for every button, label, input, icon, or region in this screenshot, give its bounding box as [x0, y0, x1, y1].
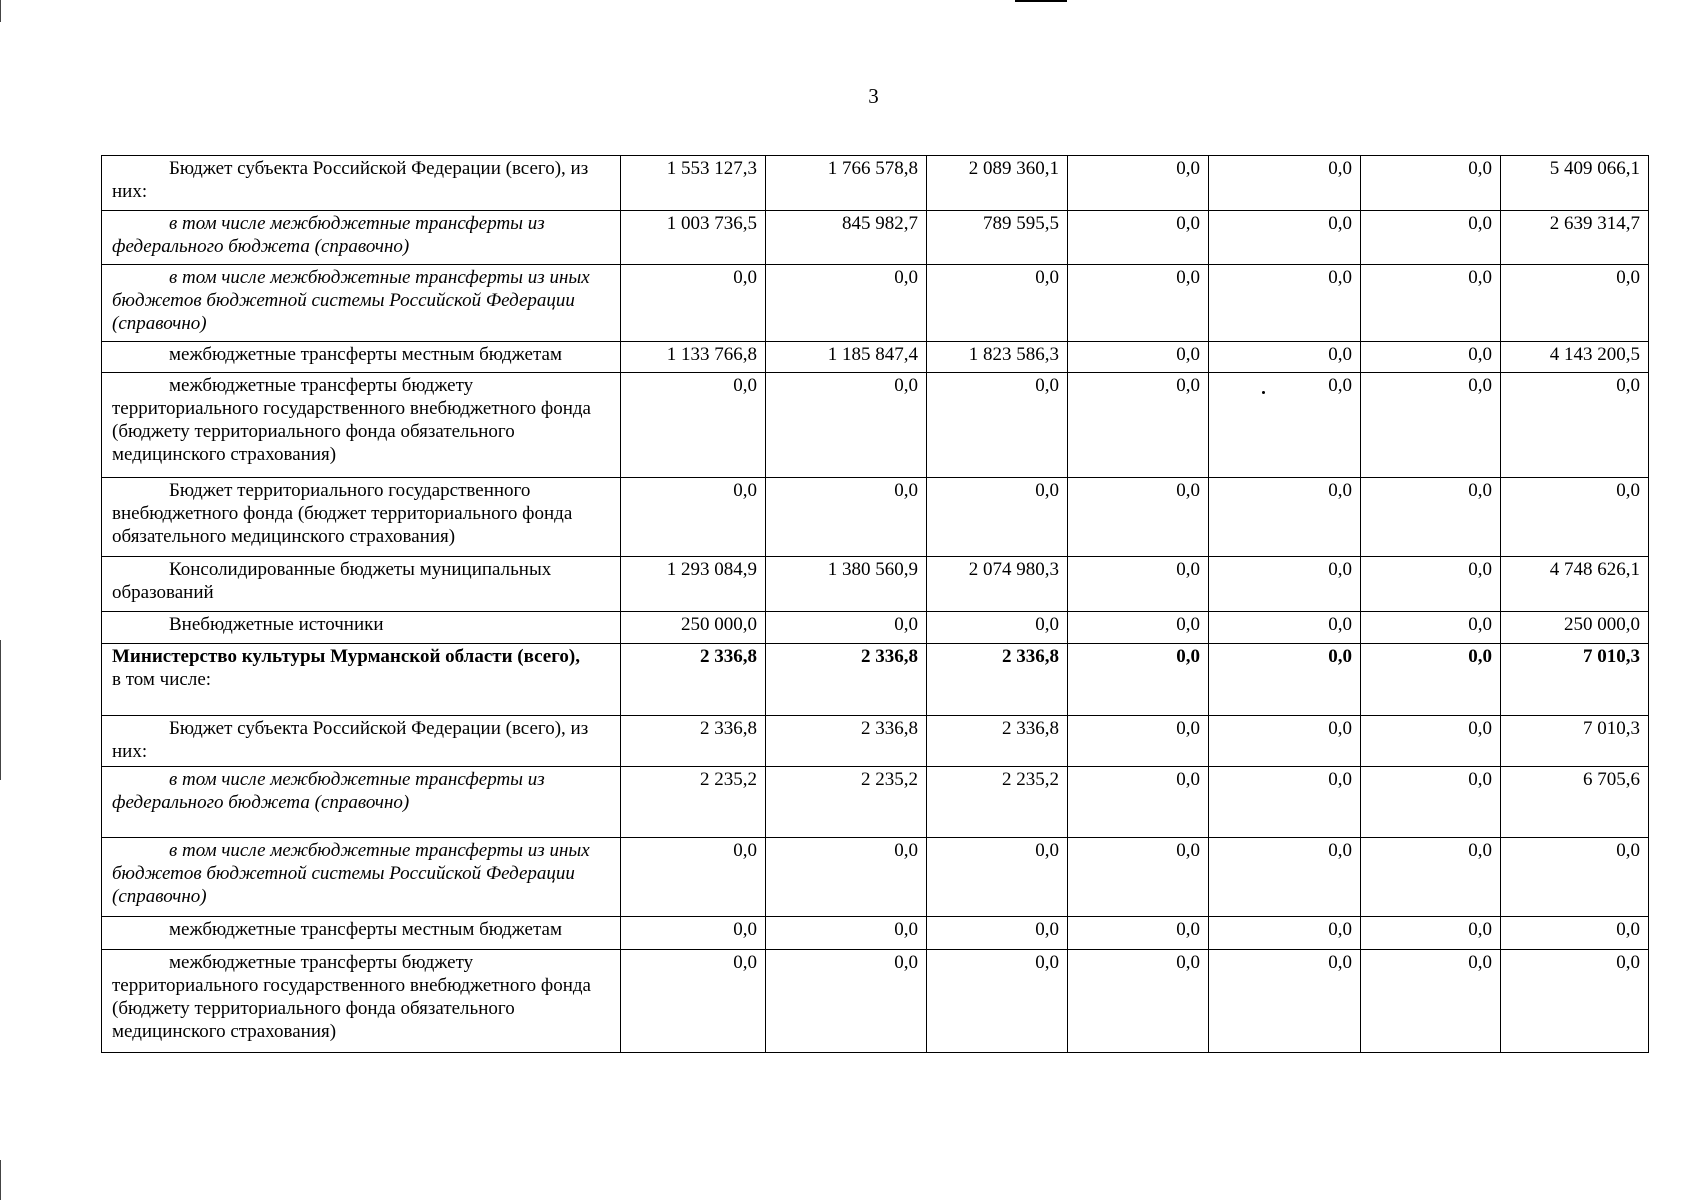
row-label-cell [102, 265, 621, 342]
value-cell: 0,0 [1361, 644, 1501, 716]
row-label: Бюджет субъекта Российской Федерации (всего), из них: [112, 718, 589, 762]
value-cell: 0,0 [927, 612, 1068, 644]
value-cell: 1 766 578,8 [766, 156, 927, 211]
value-cell: 7 010,3 [1501, 644, 1649, 716]
value-cell: 0,0 [1361, 612, 1501, 644]
value-cell: 0,0 [766, 265, 927, 342]
value-cell: 0,0 [766, 373, 927, 478]
value-cell: 0,0 [927, 917, 1068, 950]
row-label-cell [102, 767, 621, 838]
row-label: межбюджетные трансферты местным бюджетам [169, 919, 562, 940]
value-cell: 0,0 [1068, 838, 1209, 917]
row-label: в том числе межбюджетные трансферты из федерального бюджета (справочно) [112, 213, 545, 257]
table-row [102, 557, 1649, 612]
value-cell: 0,0 [766, 917, 927, 950]
scan-speck [1262, 391, 1265, 394]
scan-edge-mark [0, 1160, 1, 1200]
value-cell: 2 336,8 [927, 716, 1068, 767]
value-cell: 0,0 [1068, 156, 1209, 211]
scan-edge-mark [0, 0, 1, 22]
value-cell: 2 336,8 [621, 716, 766, 767]
row-label-cell [102, 716, 621, 767]
value-cell: 789 595,5 [927, 211, 1068, 265]
value-cell: 0,0 [1209, 838, 1361, 917]
row-label: межбюджетные трансферты бюджету территориального государственного внебюджетного фонда (бюджету территориального фонда обязательного медицинского страхования) [112, 375, 591, 465]
table-row [102, 265, 1649, 342]
value-cell: 0,0 [766, 478, 927, 557]
value-cell: 0,0 [1068, 950, 1209, 1053]
value-cell: 0,0 [621, 917, 766, 950]
value-cell: 0,0 [1068, 644, 1209, 716]
value-cell: 2 089 360,1 [927, 156, 1068, 211]
row-label-cell [102, 211, 621, 265]
row-label: межбюджетные трансферты местным бюджетам [169, 344, 562, 365]
value-cell: 0,0 [621, 950, 766, 1053]
value-cell: 0,0 [1209, 478, 1361, 557]
value-cell: 0,0 [621, 373, 766, 478]
row-label-cell [102, 917, 621, 950]
row-label-cell [102, 838, 621, 917]
value-cell: 0,0 [1361, 917, 1501, 950]
value-cell: 0,0 [1361, 342, 1501, 373]
row-label-cell [102, 342, 621, 373]
value-cell: 0,0 [1361, 478, 1501, 557]
row-label: Внебюджетные источники [169, 614, 384, 635]
value-cell: 0,0 [766, 612, 927, 644]
value-cell: 2 336,8 [766, 716, 927, 767]
value-cell: 0,0 [1209, 342, 1361, 373]
value-cell: 2 336,8 [927, 644, 1068, 716]
page-number: 3 [868, 84, 879, 108]
table-row [102, 950, 1649, 1053]
value-cell: 0,0 [1361, 838, 1501, 917]
table-row [102, 767, 1649, 838]
value-cell: 0,0 [1361, 767, 1501, 838]
value-cell: 4 748 626,1 [1501, 557, 1649, 612]
value-cell: 2 336,8 [766, 644, 927, 716]
value-cell: 1 380 560,9 [766, 557, 927, 612]
scan-edge-mark [0, 640, 1, 780]
value-cell: 0,0 [1209, 767, 1361, 838]
value-cell: 0,0 [1209, 950, 1361, 1053]
value-cell: 1 553 127,3 [621, 156, 766, 211]
value-cell: 0,0 [1068, 612, 1209, 644]
value-cell: 0,0 [1361, 156, 1501, 211]
row-label: в том числе межбюджетные трансферты из иных бюджетов бюджетной системы Российской Федерации (справочно) [112, 840, 590, 907]
row-label-cell [102, 373, 621, 478]
value-cell: 0,0 [1068, 373, 1209, 478]
top-edge-line [1015, 0, 1067, 2]
table-row [102, 716, 1649, 767]
value-cell: 0,0 [927, 950, 1068, 1053]
value-cell: 1 133 766,8 [621, 342, 766, 373]
value-cell: 0,0 [1501, 478, 1649, 557]
value-cell: 0,0 [1068, 342, 1209, 373]
table-row [102, 156, 1649, 211]
table-row [102, 342, 1649, 373]
value-cell: 2 235,2 [766, 767, 927, 838]
value-cell: 0,0 [1209, 156, 1361, 211]
row-label: в том числе межбюджетные трансферты из иных бюджетов бюджетной системы Российской Федерации (справочно) [112, 267, 590, 334]
value-cell: 0,0 [621, 478, 766, 557]
row-label: Консолидированные бюджеты муниципальных образований [112, 559, 552, 603]
value-cell: 1 823 586,3 [927, 342, 1068, 373]
value-cell: 0,0 [1361, 265, 1501, 342]
value-cell: 0,0 [1209, 557, 1361, 612]
row-label-cell [102, 557, 621, 612]
row-label: Министерство культуры Мурманской области (всего), [112, 646, 580, 667]
value-cell: 2 639 314,7 [1501, 211, 1649, 265]
row-label-cell [102, 478, 621, 557]
value-cell: 0,0 [1209, 612, 1361, 644]
value-cell: 0,0 [1501, 917, 1649, 950]
row-label-cell [102, 612, 621, 644]
value-cell: 0,0 [621, 838, 766, 917]
row-label: Бюджет территориального государственного внебюджетного фонда (бюджет территориального фонда обязательного медицинского страхования) [112, 480, 573, 547]
row-label: межбюджетные трансферты бюджету территориального государственного внебюджетного фонда (бюджету территориального фонда обязательного медицинского страхования) [112, 952, 591, 1042]
value-cell: 2 235,2 [927, 767, 1068, 838]
row-label-cell [102, 644, 621, 716]
value-cell: 7 010,3 [1501, 716, 1649, 767]
value-cell: 0,0 [1068, 716, 1209, 767]
table-row [102, 211, 1649, 265]
value-cell: 0,0 [621, 265, 766, 342]
value-cell: 0,0 [1361, 557, 1501, 612]
value-cell: 0,0 [927, 373, 1068, 478]
value-cell: 0,0 [1501, 838, 1649, 917]
value-cell: 6 705,6 [1501, 767, 1649, 838]
row-label-cell [102, 156, 621, 211]
value-cell: 2 235,2 [621, 767, 766, 838]
table-row [102, 373, 1649, 478]
value-cell: 0,0 [1068, 211, 1209, 265]
value-cell: 0,0 [1361, 373, 1501, 478]
value-cell: 0,0 [1068, 767, 1209, 838]
value-cell: 0,0 [1501, 950, 1649, 1053]
value-cell: 250 000,0 [1501, 612, 1649, 644]
value-cell: 0,0 [1068, 478, 1209, 557]
value-cell: 0,0 [1068, 557, 1209, 612]
value-cell: 0,0 [927, 265, 1068, 342]
row-label-cell [102, 950, 621, 1053]
value-cell: 0,0 [1361, 950, 1501, 1053]
value-cell: 0,0 [1501, 373, 1649, 478]
table-body [102, 156, 1649, 1053]
value-cell: 0,0 [927, 478, 1068, 557]
table-row [102, 644, 1649, 716]
row-label-suffix: в том числе: [112, 669, 212, 690]
value-cell: 0,0 [766, 950, 927, 1053]
value-cell: 0,0 [1209, 211, 1361, 265]
budget-table [101, 155, 1649, 1053]
table-row [102, 838, 1649, 917]
value-cell: 250 000,0 [621, 612, 766, 644]
value-cell: 0,0 [927, 838, 1068, 917]
value-cell: 1 293 084,9 [621, 557, 766, 612]
value-cell: 0,0 [1501, 265, 1649, 342]
value-cell: 4 143 200,5 [1501, 342, 1649, 373]
value-cell: 0,0 [766, 838, 927, 917]
table-row [102, 612, 1649, 644]
value-cell: 0,0 [1209, 373, 1361, 478]
row-label: Бюджет субъекта Российской Федерации (всего), из них: [112, 158, 589, 202]
table-row [102, 917, 1649, 950]
value-cell: 0,0 [1209, 265, 1361, 342]
value-cell: 5 409 066,1 [1501, 156, 1649, 211]
value-cell: 1 003 736,5 [621, 211, 766, 265]
value-cell: 0,0 [1209, 917, 1361, 950]
value-cell: 0,0 [1068, 265, 1209, 342]
value-cell: 1 185 847,4 [766, 342, 927, 373]
value-cell: 2 336,8 [621, 644, 766, 716]
value-cell: 0,0 [1068, 917, 1209, 950]
value-cell: 0,0 [1209, 716, 1361, 767]
value-cell: 0,0 [1361, 211, 1501, 265]
value-cell: 0,0 [1209, 644, 1361, 716]
value-cell: 845 982,7 [766, 211, 927, 265]
value-cell: 2 074 980,3 [927, 557, 1068, 612]
table-row [102, 478, 1649, 557]
value-cell: 0,0 [1361, 716, 1501, 767]
row-label: в том числе межбюджетные трансферты из федерального бюджета (справочно) [112, 769, 545, 813]
